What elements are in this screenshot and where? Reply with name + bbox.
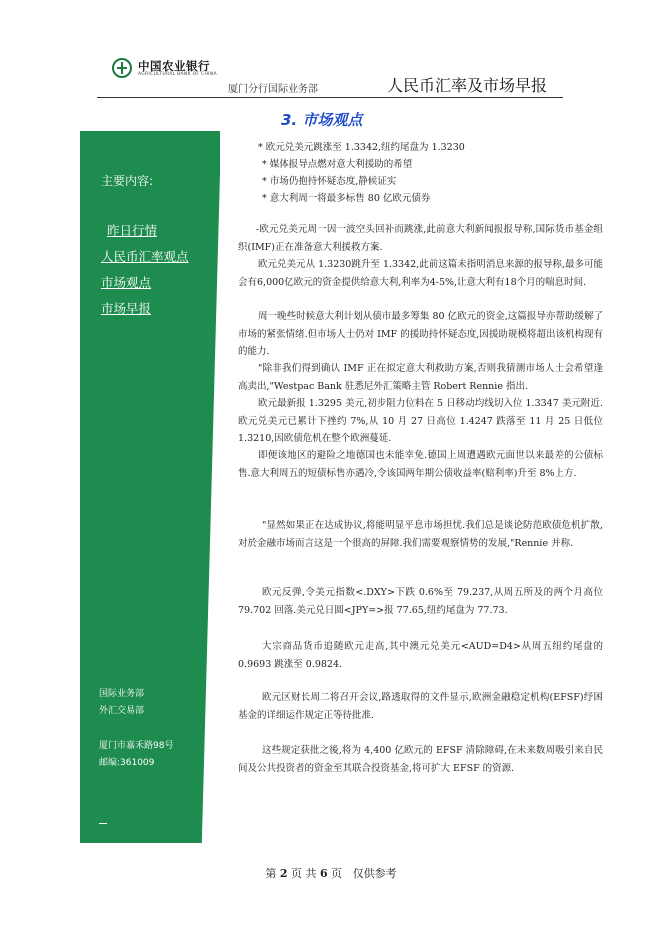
bullet-item: * 市场仍抱持怀疑态度,静候证实 (262, 176, 397, 187)
logo-chinese-name: 中国农业银行 (138, 59, 210, 73)
sidebar-link-market-brief[interactable]: 市场早报 (101, 301, 152, 316)
body-paragraph: 即便该地区的避险之地德国也未能幸免.德国上周遭遇欧元面世以来最差的公债标售.意大利周五的短债标售亦遇冷,令该国两年期公债收益率(赔利率)升至 8%上方. (238, 450, 603, 479)
abc-logo-icon (112, 58, 132, 78)
sidebar-dash (99, 823, 107, 824)
body-paragraph: 欧元最新报 1.3295 美元,初步阻力位料在 5 日移动均线切入位 1.3347 美元附近.欧元兑美元已累计下挫约 7%,从 10 月 27 日高位 1.4247 跌落至 11 月 25 日低位 1.3210,因欧债危机在整个欧洲蔓延. (238, 398, 603, 444)
report-title: 人民币汇率及市场早报 (387, 76, 548, 95)
bullet-item: * 媒体报导点燃对意大利援助的希望 (262, 159, 413, 170)
body-paragraph: "显然如果正在达成协议,将能明显平息市场担忧.我们总是谈论防范欧债危机扩散,对於金融市场而言这是一个很高的屏障.我们需要观察情势的发展,"Rennie 并称. (238, 520, 603, 549)
footer-page-total: 6 (320, 867, 328, 880)
bank-logo (112, 58, 222, 82)
footer-page-suffix: 页 (331, 867, 343, 880)
logo-english-name: AGRICULTURAL BANK OF CHINA (138, 72, 217, 77)
body-paragraph: -欧元兑美元周一因一波空头回补而跳涨,此前意大利新闻报报导称,国际货币基金组织(IMF)正在准备意大利援救方案. (238, 224, 603, 253)
header-divider (97, 97, 563, 98)
body-paragraph: 这些规定获批之後,将为 4,400 亿欧元的 EFSF 清除障碍,在未来数周吸引来自民间及公共投资者的资金至其联合投资基金,将可扩大 EFSF 的资源. (238, 745, 603, 774)
footer-note: 仅供参考 (352, 867, 397, 880)
footer-page-mid: 页 共 (291, 867, 317, 880)
sidebar-link-market-view[interactable]: 市场观点 (101, 275, 152, 290)
sidebar-title: 主要内容: (101, 174, 154, 188)
footer-page-number: 2 (279, 867, 288, 880)
body-paragraph: 周一晚些时候意大利计划从债市最多筹集 80 亿欧元的资金,这篇报导亦帮助缓解了市场的紧张情绪.但市场人士仍对 IMF 的援助持怀疑态度,因援助规模将超出该机构现有的能力. (238, 311, 603, 357)
body-paragraph: 大宗商品货币追随欧元走高,其中澳元兑美元<AUD=D4>从周五纽约尾盘的 0.9693 跳涨至 0.9824. (238, 641, 603, 670)
body-paragraph: 欧元反弹,令美元指数<.DXY>下跌 0.6%至 79.237,从周五所及的两个月高位 79.702 回落.美元兑日圆<JPY=>报 77.65,纽约尾盘为 77.73. (238, 587, 603, 616)
sidebar-address: 厦门市嘉禾路98号 (99, 741, 174, 751)
sidebar-postcode: 邮编:361009 (99, 758, 155, 768)
body-paragraph: 欧元兑美元从 1.3230跳升至 1.3342,此前这篇未指明消息来源的报导称,最多可能会有6,000亿欧元的资金提供给意大利,利率为4-5%,让意大利有18个月的喘息时间. (238, 259, 603, 288)
body-paragraph: 欧元区财长周二将召开会议,路透取得的文件显示,欧洲金融稳定机构(EFSF)纾困基金的详细运作规定正等待批准. (238, 692, 603, 721)
sidebar-link-yesterday-market[interactable]: 昨日行情 (107, 223, 158, 238)
sidebar-dept-fx: 外汇交易部 (99, 706, 145, 716)
section-title: 3. 市场观点 (281, 111, 363, 129)
sidebar-dept-international: 国际业务部 (99, 689, 145, 699)
footer-page-prefix: 第 (265, 867, 277, 880)
branch-name: 厦门分行国际业务部 (228, 84, 318, 95)
sidebar-link-rmb-view[interactable]: 人民币汇率观点 (101, 249, 189, 264)
body-paragraph: "除非我们得到确认 IMF 正在拟定意大利救助方案,否则我猜测市场人士会希望逢高卖出,"Westpac Bank 驻悉尼外汇策略主管 Robert Rennie 指出. (238, 363, 603, 392)
bullet-item: * 意大利周一将最多标售 80 亿欧元债券 (262, 193, 431, 204)
page-footer (0, 865, 662, 881)
bullet-item: * 欧元兑美元跳涨至 1.3342,纽约尾盘为 1.3230 (258, 142, 465, 153)
